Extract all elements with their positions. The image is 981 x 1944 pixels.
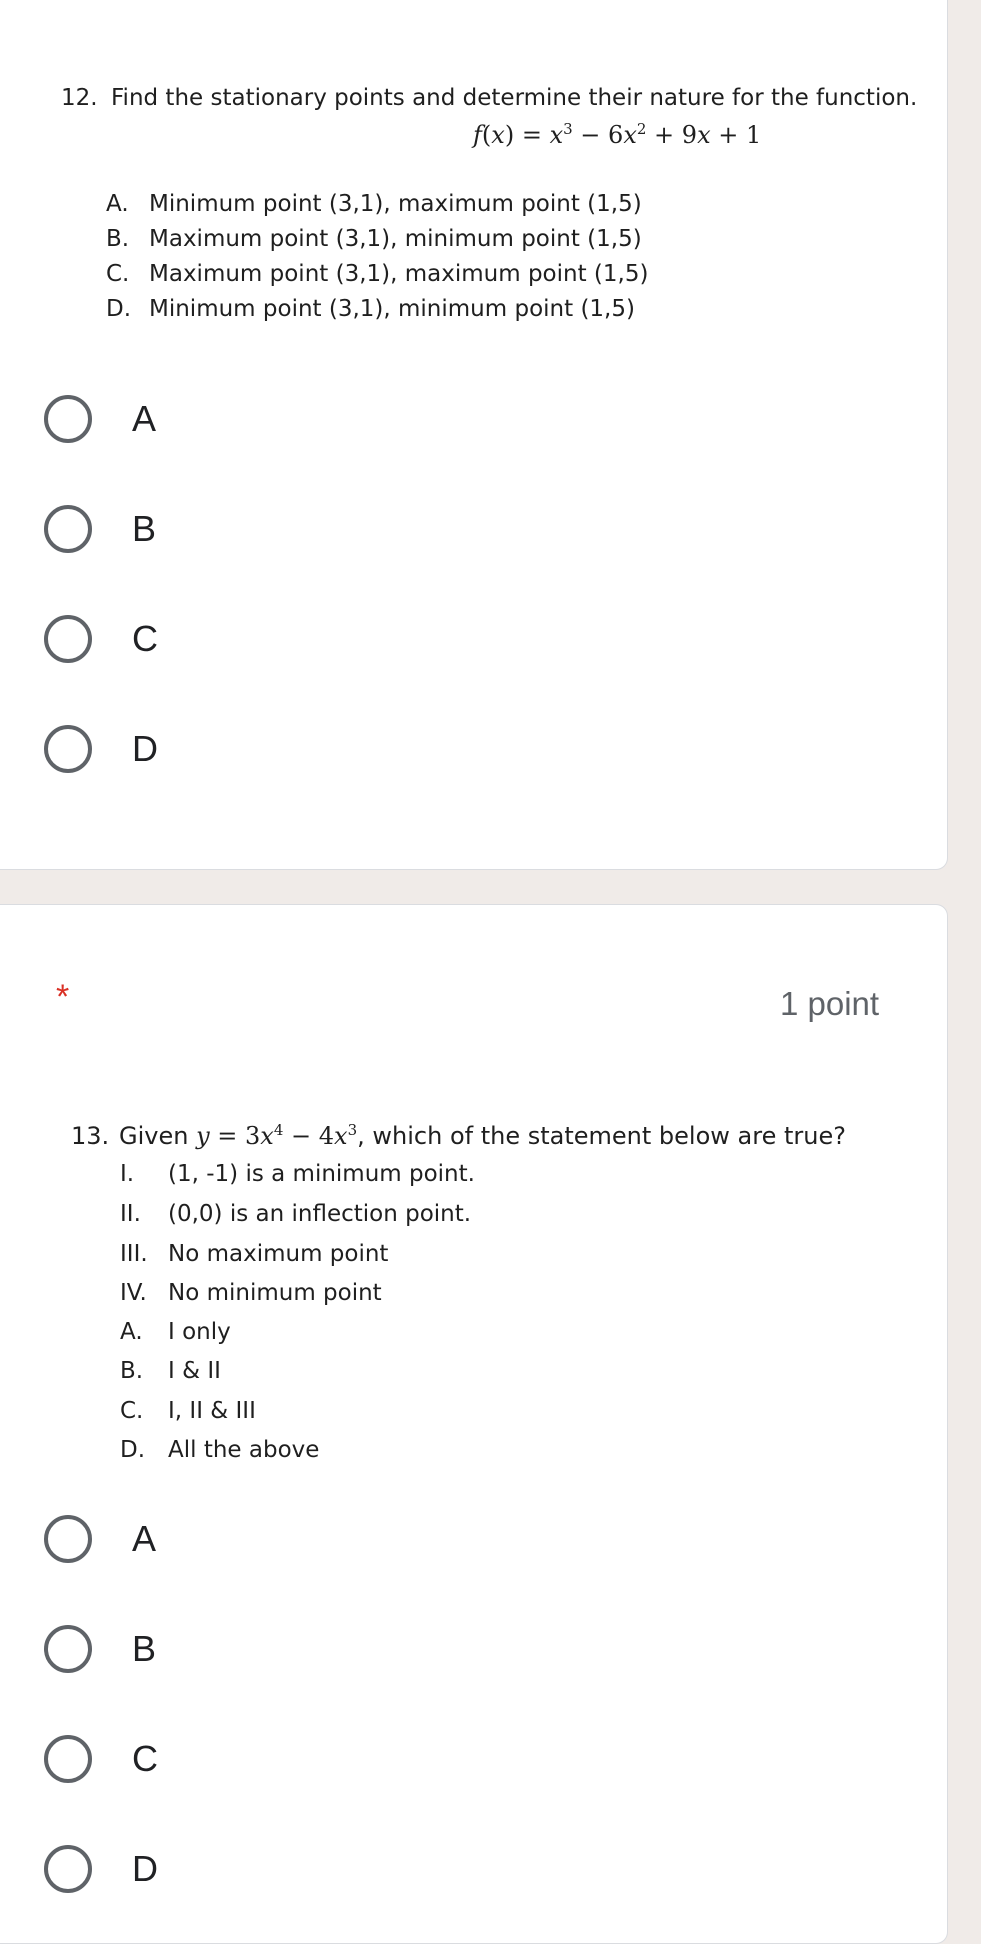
function-equation: $f(x) = x^3 - 6x^2 + 9x + 1$ bbox=[473, 120, 762, 149]
radio-label[interactable]: D bbox=[132, 728, 158, 769]
question-12-text bbox=[61, 85, 917, 111]
option-text-b: B. I & II bbox=[120, 1358, 221, 1384]
radio-label[interactable]: C bbox=[132, 618, 158, 659]
question-text: Find the stationary points and determine their nature for the function. bbox=[111, 85, 918, 111]
radio-label[interactable]: B bbox=[132, 1628, 157, 1669]
radio-option-b[interactable] bbox=[44, 499, 156, 559]
radio-button[interactable] bbox=[44, 1515, 92, 1563]
radio-option-c[interactable] bbox=[44, 609, 158, 669]
radio-label[interactable]: A bbox=[132, 1518, 157, 1559]
option-text-a: A. Minimum point (3,1), maximum point (1,5) bbox=[106, 191, 642, 217]
radio-button[interactable] bbox=[44, 1625, 92, 1673]
statement-iii: III. No maximum point bbox=[120, 1241, 389, 1267]
question-equation: $y = 3x^4 - 4x^3$ bbox=[196, 1121, 358, 1150]
option-text-d: D. Minimum point (3,1), minimum point (1,5) bbox=[106, 296, 635, 322]
statement-ii: II. (0,0) is an inflection point. bbox=[120, 1201, 472, 1227]
radio-button[interactable] bbox=[44, 615, 92, 663]
radio-option-b[interactable] bbox=[44, 1619, 156, 1679]
statement-i: I. (1, -1) is a minimum point. bbox=[120, 1161, 475, 1187]
question-number: 13. bbox=[71, 1122, 110, 1150]
statement-iv: IV. No minimum point bbox=[120, 1280, 382, 1306]
radio-option-a[interactable] bbox=[44, 389, 156, 449]
radio-option-d[interactable] bbox=[44, 719, 158, 779]
radio-button[interactable] bbox=[44, 725, 92, 773]
radio-option-d[interactable] bbox=[44, 1839, 158, 1899]
radio-label[interactable]: A bbox=[132, 398, 157, 439]
radio-button[interactable] bbox=[44, 395, 92, 443]
required-asterisk: * bbox=[56, 978, 70, 1016]
radio-label[interactable]: D bbox=[132, 1848, 158, 1889]
radio-label[interactable]: C bbox=[132, 1738, 158, 1779]
points-label: 1 point bbox=[780, 985, 880, 1022]
question-number: 12. bbox=[61, 85, 98, 111]
option-text-d: D. All the above bbox=[120, 1437, 320, 1463]
option-text-a: A. I only bbox=[120, 1319, 231, 1345]
option-text-b: B. Maximum point (3,1), minimum point (1,5) bbox=[106, 226, 642, 252]
radio-button[interactable] bbox=[44, 505, 92, 553]
radio-button[interactable] bbox=[44, 1735, 92, 1783]
radio-option-a[interactable] bbox=[44, 1509, 156, 1569]
question-card-12 bbox=[0, 0, 948, 870]
radio-option-c[interactable] bbox=[44, 1729, 158, 1789]
question-13-text: 13. Given $y = 3x^4 - 4x^3$, which of the statement below are true? bbox=[71, 1121, 846, 1150]
option-text-c: C. I, II & III bbox=[120, 1398, 256, 1424]
radio-button[interactable] bbox=[44, 1845, 92, 1893]
radio-label[interactable]: B bbox=[132, 508, 157, 549]
option-text-c: C. Maximum point (3,1), maximum point (1,5) bbox=[106, 261, 649, 287]
